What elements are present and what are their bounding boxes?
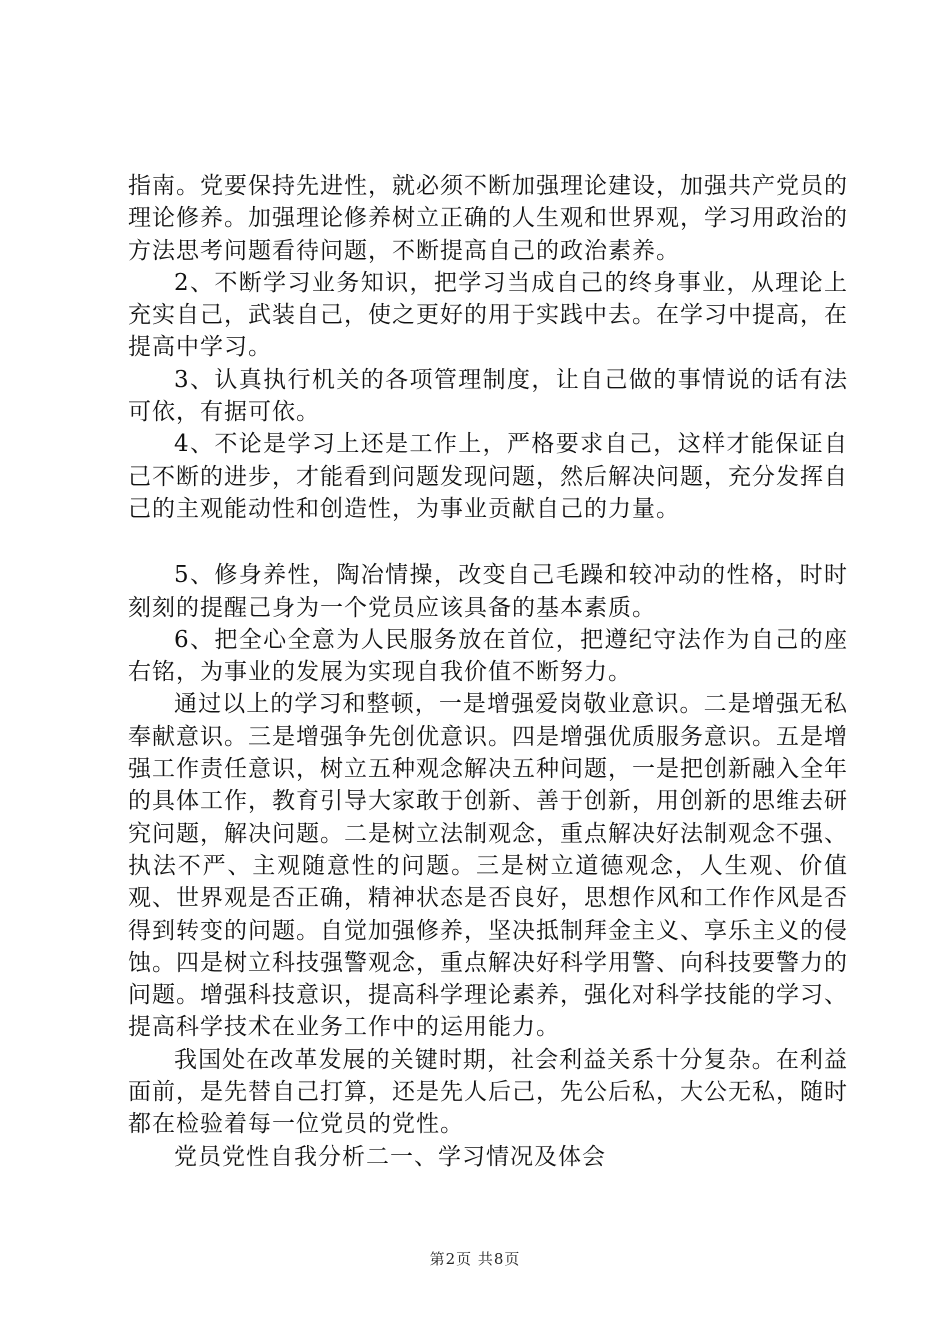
paragraph-gap xyxy=(128,525,848,559)
paragraph-item-6: 6、把全心全意为人民服务放在首位，把遵纪守法作为自己的座右铭，为事业的发展为实现自我价值不断努力。 xyxy=(128,626,848,686)
paragraph-item-3: 3、认真执行机关的各项管理制度，让自己做的事情说的话有法可依，有据可依。 xyxy=(128,366,848,426)
paragraph-item-4: 4、不论是学习上还是工作上，严格要求自己，这样才能保证自己不断的进步，才能看到问题发现问题，然后解决问题，充分发挥自己的主观能动性和创造性，为事业贡献自己的力量。 xyxy=(128,431,848,522)
paragraph-reform: 我国处在改革发展的关键时期，社会利益关系十分复杂。在利益面前，是先替自己打算，还是先人后己，先公后私，大公无私，随时都在检验着每一位党员的党性。 xyxy=(128,1046,848,1138)
document-body xyxy=(128,170,848,1173)
paragraph-item-5: 5、修身养性，陶冶情操，改变自己毛躁和较冲动的性格，时时刻刻的提醒己身为一个党员应该具备的基本素质。 xyxy=(128,562,848,621)
paragraph-item-2: 2、不断学习业务知识，把学习当成自己的终身事业，从理论上充实自己，武装自己，使之更好的用于实践中去。在学习中提高，在提高中学习。 xyxy=(128,269,848,361)
page-indicator: 第2页 共8页 xyxy=(429,1250,521,1268)
page-footer xyxy=(0,1248,950,1269)
paragraph-section-heading: 党员党性自我分析二一、学习情况及体会 xyxy=(174,1143,606,1170)
paragraph-guide: 指南。党要保持先进性，就必须不断加强理论建设，加强共产党员的理论修养。加强理论修养树立正确的人生观和世界观，学习用政治的方法思考问题看待问题，不断提高自己的政治素养。 xyxy=(128,173,848,264)
paragraph-summary: 通过以上的学习和整顿，一是增强爱岗敬业意识。二是增强无私奉献意识。三是增强争先创优意识。四是增强优质服务意识。五是增强工作责任意识，树立五种观念解决五种问题，一是把创新融入全年的具体工作，教育引导大家敢于创新、善于创新，用创新的思维去研究问题，解决问题。二是树立法制观念，重点解决好法制观念不强、执法不严、主观随意性的问题。三是树立道德观念，人生观、价值观、世界观是否正确，精神状态是否良好，思想作风和工作作风是否得到转变的问题。自觉加强修养，坚决抵制拜金主义、享乐主义的侵蚀。四是树立科技强警观念，重点解决好科学用警、向科技要警力的问题。增强科技意识，提高科学理论素养，强化对科学技能的学习、提高科学技术在业务工作中的运用能力。 xyxy=(128,691,848,1041)
